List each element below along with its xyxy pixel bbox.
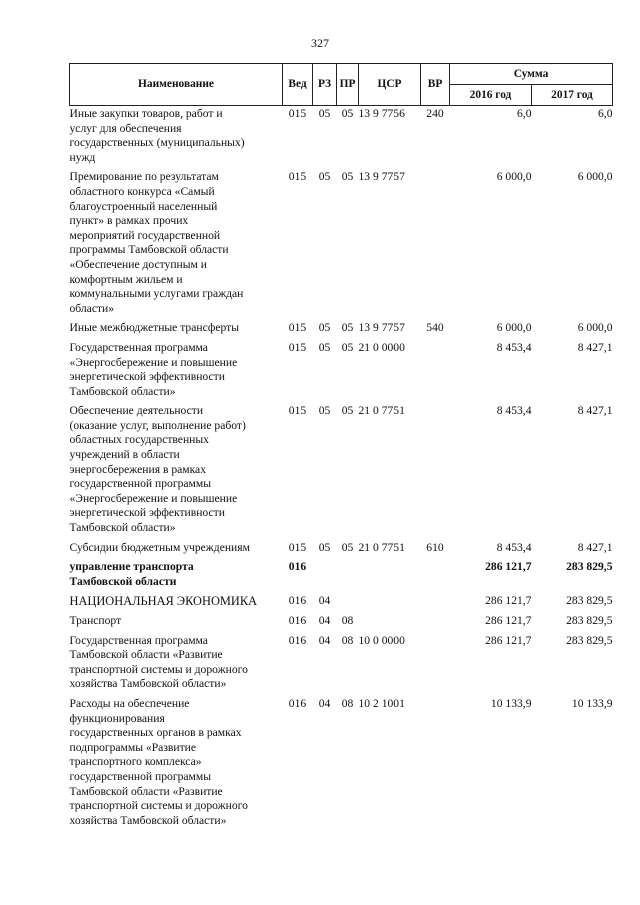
row-ved: 016 xyxy=(288,633,307,647)
header-csr: ЦСР xyxy=(359,64,421,106)
row-csr xyxy=(359,593,421,613)
row-sum-2016: 6,0 xyxy=(517,107,532,120)
row-sum-2017: 8 427,1 xyxy=(577,540,613,554)
table-header xyxy=(70,64,613,106)
row-csr: 13 9 7757 xyxy=(358,170,405,184)
row-name: Государственная программа Тамбовской области «Развитие транспортной системы и дорожного хозяйства Тамбовской области» xyxy=(69,633,248,691)
header-year-2017: 2017 год xyxy=(532,85,613,106)
row-ved: 015 xyxy=(288,107,307,120)
table-row xyxy=(70,320,613,340)
row-sum-2016: 8 453,4 xyxy=(496,340,532,354)
row-rz: 05 xyxy=(318,404,331,418)
row-pr: 05 xyxy=(341,321,354,335)
row-ved: 015 xyxy=(288,170,307,184)
table-row xyxy=(70,559,613,593)
row-sum-2017: 10 133,9 xyxy=(571,696,613,710)
row-ved: 015 xyxy=(288,340,307,354)
row-sum-2016: 286 121,7 xyxy=(485,560,532,574)
row-rz: 05 xyxy=(318,540,331,554)
row-pr: 05 xyxy=(341,404,354,418)
table-row xyxy=(70,169,613,320)
row-name: Иные закупки товаров, работ и услуг для обеспечения государственных (муниципальных) нужд xyxy=(69,107,245,164)
header-pr: ПР xyxy=(337,64,359,106)
row-rz: 05 xyxy=(318,340,331,354)
row-name: Расходы на обеспечение функционирования государственных органов в рамках подпрограммы «Развитие транспортного комплекса» государственной программы Тамбовской области «Развитие транспортной системы и дорожного хозяйства Тамбовской области» xyxy=(69,696,248,827)
row-vr: 240 xyxy=(426,107,444,120)
row-csr: 10 2 1001 xyxy=(358,696,405,710)
row-csr: 13 9 7757 xyxy=(358,321,405,335)
row-name: Премирование по результатам областного конкурса «Самый благоустроенный населенный пункт» в рамках прочих мероприятий государственной программы Тамбовской области «Обеспечение доступным и комфортным жильем и коммунальными услугами граждан области» xyxy=(69,170,244,315)
page-number: 327 xyxy=(311,36,329,50)
row-rz: 05 xyxy=(318,321,331,335)
row-rz: 04 xyxy=(318,614,331,627)
row-sum-2016: 10 133,9 xyxy=(490,696,532,710)
row-name: Иные межбюджетные трансферты xyxy=(69,321,240,335)
header-vr: ВР xyxy=(421,64,450,106)
row-csr: 21 0 7751 xyxy=(358,404,405,418)
row-sum-2016: 8 453,4 xyxy=(496,540,532,554)
row-ved: 016 xyxy=(288,594,307,608)
row-name: Государственная программа «Энергосбережение и повышение энергетической эффективности Тамбовской области» xyxy=(69,340,238,398)
row-vr xyxy=(421,340,450,403)
table-row xyxy=(70,403,613,539)
row-sum-2016: 286 121,7 xyxy=(485,633,532,647)
row-vr xyxy=(421,403,450,539)
row-csr: 21 0 7751 xyxy=(358,540,405,554)
row-pr: 08 xyxy=(341,614,354,627)
row-name: Транспорт xyxy=(69,614,122,627)
row-csr: 10 0 0000 xyxy=(358,633,405,647)
table-row xyxy=(70,613,613,633)
row-csr: 21 0 0000 xyxy=(358,340,405,354)
row-vr xyxy=(421,559,450,593)
header-name: Наименование xyxy=(70,64,283,106)
row-rz: 05 xyxy=(318,107,331,120)
row-sum-2017: 6 000,0 xyxy=(577,321,613,335)
row-sum-2017: 283 829,5 xyxy=(566,560,613,574)
row-ved: 015 xyxy=(288,321,307,335)
row-vr xyxy=(421,633,450,696)
row-rz xyxy=(313,559,337,593)
row-sum-2016: 6 000,0 xyxy=(496,170,532,184)
row-ved: 016 xyxy=(288,614,307,627)
row-rz: 04 xyxy=(318,696,331,710)
row-sum-2017: 6,0 xyxy=(598,107,613,120)
table-row xyxy=(70,633,613,696)
table-row xyxy=(70,540,613,560)
row-name: НАЦИОНАЛЬНАЯ ЭКОНОМИКА xyxy=(69,594,258,609)
table-row xyxy=(70,696,613,832)
row-vr xyxy=(421,593,450,613)
row-sum-2017: 283 829,5 xyxy=(566,594,613,608)
row-sum-2016: 286 121,7 xyxy=(485,594,532,608)
row-ved: 015 xyxy=(288,540,307,554)
row-sum-2017: 8 427,1 xyxy=(577,340,613,354)
row-name: Субсидии бюджетным учреждениям xyxy=(69,540,250,554)
table-body xyxy=(70,106,613,833)
header-rz: РЗ xyxy=(313,64,337,106)
row-ved: 015 xyxy=(288,404,307,418)
row-pr: 05 xyxy=(341,107,354,120)
row-sum-2017: 8 427,1 xyxy=(577,404,613,418)
row-ved: 016 xyxy=(288,560,307,574)
budget-table xyxy=(69,63,613,832)
row-csr: 13 9 7756 xyxy=(358,107,405,120)
row-rz: 04 xyxy=(318,633,331,647)
row-vr xyxy=(421,169,450,320)
header-year-2016: 2016 год xyxy=(450,85,532,106)
row-vr xyxy=(421,613,450,633)
row-csr xyxy=(359,559,421,593)
row-pr: 05 xyxy=(341,170,354,184)
row-ved: 016 xyxy=(288,696,307,710)
row-sum-2017: 283 829,5 xyxy=(566,614,613,627)
row-rz: 04 xyxy=(318,594,331,608)
row-sum-2017: 283 829,5 xyxy=(566,633,613,647)
row-pr: 05 xyxy=(341,340,354,354)
row-pr: 08 xyxy=(341,696,354,710)
row-pr: 08 xyxy=(341,633,354,647)
row-sum-2016: 8 453,4 xyxy=(496,404,532,418)
row-sum-2017: 6 000,0 xyxy=(577,170,613,184)
row-pr xyxy=(337,593,359,613)
header-ved: Вед xyxy=(283,64,313,106)
table-row xyxy=(70,340,613,403)
row-vr xyxy=(421,696,450,832)
table-row xyxy=(70,593,613,613)
row-csr xyxy=(359,613,421,633)
row-rz: 05 xyxy=(318,170,331,184)
row-sum-2016: 6 000,0 xyxy=(496,321,532,335)
row-pr: 05 xyxy=(341,540,354,554)
header-sum: Сумма xyxy=(450,64,613,85)
row-sum-2016: 286 121,7 xyxy=(485,614,532,627)
row-name: управление транспорта Тамбовской области xyxy=(69,560,194,588)
row-vr: 540 xyxy=(426,321,444,335)
row-vr: 610 xyxy=(426,540,444,554)
row-name: Обеспечение деятельности (оказание услуг, выполнение работ) областных государственных учреждений в области энергосбережения в рамках государственной программы «Энергосбережение и повышение энергетической эффективности Тамбовской области» xyxy=(69,404,246,535)
row-pr xyxy=(337,559,359,593)
table-row xyxy=(70,106,613,170)
